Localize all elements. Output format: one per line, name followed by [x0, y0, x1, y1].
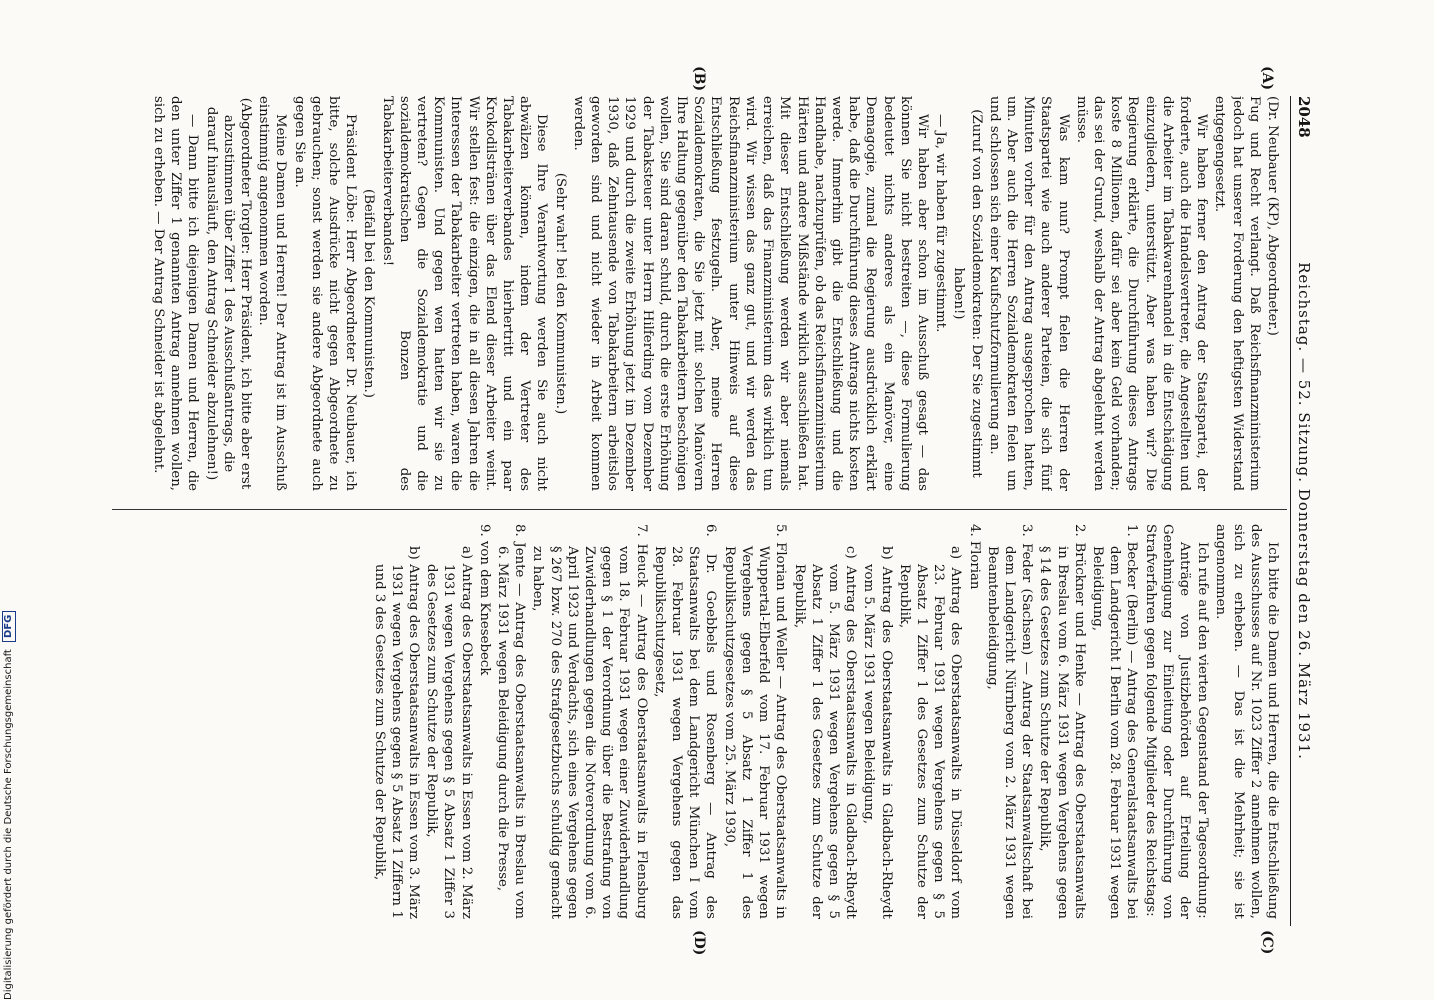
paragraph: 9. von dem Knesebeck — [476, 524, 492, 676]
margin-mark-a: (A) — [1259, 66, 1275, 91]
paragraph: b) Antrag des Oberstaatsanwalts in Gladbach-Rheydt vom 5. März 1931 wegen Beleidigung, — [861, 546, 894, 919]
document-page — [107, 66, 1317, 956]
paragraph: 8. Jente — Antrag des Oberstaatsanwalts in Breslau vom 6. März 1931 wegen Beleidigung durch die Presse, — [495, 524, 528, 919]
digitization-footer — [2, 0, 16, 1000]
dfg-logo: DFG — [2, 611, 16, 642]
paragraph: Wir haben aber schon im Ausschuß gesagt — das können Sie nicht bestreiten —, diese Formulierung bedeutet nichts anderes als ein Manöver, eine Demagogie, zumal die Regierung ausdrücklich erklärt habe, daß die Durchführung dieses Antrags nichts kosten werde. Immerhin gibt die Entschließung und die Handhabe, nachzuprüfen, ob das Reichsfinanzministerium Härten und andere Mißstände wirklich ausschließen hat. Mit dieser Entschließung werden wir aber niemals erreichen, daß das Finanzministerium das wirklich tun wird. Wir wissen das ganz gut, und wir werden das Reichsfinanzministerium unter Hinweis auf diese Entschließung festzugeln. Aber, meine Herren Sozialdemokraten, die Sie jetzt mit solchen Manövern Ihre Haltung gegenüber den Tabakarbeitern beschönigen wollen, Sie sind daran schuld, durch die erste Erhöhung der Tabaksteuer unter Herrn Hilferding vom Dezember 1929 und durch die zweite Erhöhung jetzt im Dezember 1930, daß Zehntausende von Tabakarbeitern arbeitslos geworden sind und nicht wieder in Arbeit kommen werden. — [570, 96, 930, 491]
margin-mark-b: (B) — [691, 66, 707, 92]
right-column — [113, 524, 1281, 919]
paragraph: Wir haben ferner den Antrag der Staatspartei, der forderte, auch die Handelsvertreter, die Angestellten und die Arbeiter im Tabakwarenhandel in die Entschädigung einzugliedern, unterstützt. Aber was haben wir? Die Regierung erklärte, die Durchführung dieses Antrags koste 8 Millionen, dafür sei aber kein Geld vorhanden; das sei der Grund, weshalb der Antrag abgelehnt werden müsse. — [1073, 96, 1210, 491]
paragraph: 7. Heuck — Antrag des Oberstaatsanwalts in Flensburg vom 18. Februar 1931 wegen einer Zuwiderhandlung gegen § 1 der Verordnung über die Bestrafung von Zuwiderhandlungen gegen die Notverordnung vom 6. April 1923 und Verdachts, sich eines Vergehens gegen § 267 bzw. 270 des Strafgesetzbuchs schuldig gemacht zu haben, — [530, 524, 649, 919]
paragraph: 3. Feder (Sachsen) — Antrag der Staatsanwaltschaft bei dem Landgericht Nürnberg vom 2. März 1931 wegen Beamtenbeleidigung, — [984, 524, 1035, 919]
running-title: Reichstag. — 52. Sitzung. Donnerstag den 26. März 1931. — [1295, 262, 1313, 760]
paragraph: a) Antrag des Oberstaatsanwalts in Essen vom 2. März 1931 wegen Vergehens gegen § 5 Absatz 1 Ziffer 3 des Gesetzes zum Schutze der Republik, — [424, 546, 474, 919]
footer-text: Digitalisierung gefördert durch die Deutsche Forschungsgemeinschaft — [3, 649, 14, 1000]
paragraph: Präsident Löbe: Herr Abgeordneter Dr. Neubauer, ich bitte, solche Ausdrücke nicht gegen Abgeordnete zu gebrauchen; sonst werden sie andere Abgeordnete auch gegen Sie an. — [291, 96, 359, 491]
paragraph: Ich rufe auf den vierten Gegenstand der Tagesordnung: — [1195, 542, 1211, 919]
paragraph: (Sehr wahr! bei den Kommunisten.) — [552, 172, 568, 415]
paragraph: (Zuruf von den Sozialdemokraten: Der Sie zugestimmt haben!) — [951, 109, 984, 478]
paragraph: 2. Brückner und Henke — Antrag des Oberstaatsanwalts in Breslau vom 6. März 1931 wegen Vergehens gegen § 14 des Gesetzes zum Schutze der Republik, — [1037, 524, 1087, 919]
paragraph: 6. Dr. Goebbels und Rosenberg — Antrag des Staatsanwalts bei dem Landgericht München I vom 28. Februar 1931 wegen Vergehens gegen das Republikschutzgesetz, — [651, 524, 719, 919]
paragraph: Anträge von Justizbehörden auf Erteilung der Genehmigung zur Einleitung oder Durchführung von Strafverfahren gegen folgende Mitglieder des Reichstags: — [1142, 524, 1192, 919]
paragraph: — Dann bitte ich diejenigen Damen und Herren, die den unter Ziffer 1 genannten Antrag annehmen wollen, sich zu erheben. — Der Antrag Schneider ist abgelehnt. — [151, 96, 201, 491]
paragraph: 1. Becker (Berlin) — Antrag des Generalstaatsanwalts bei dem Landgericht I Berlin vom 28. Februar 1931 wegen Beleidigung, — [1089, 524, 1140, 919]
paragraph: Fug und Recht verlangt. Daß Reichsfinanzministerium jedoch hat unserer Forderung den heftigsten Widerstand entgegengesetzt. — [1212, 96, 1262, 491]
margin-mark-d: (D) — [691, 930, 707, 956]
paragraph: a) Antrag des Oberstaatsanwalts in Düsseldorf vom 23. Februar 1931 wegen Vergehens gegen § 5 Absatz 1 Ziffer 1 des Gesetzes zum Schutze der Republik, — [896, 546, 964, 919]
column-divider — [112, 509, 1287, 510]
paragraph: Diese Ihre Verantwortung werden Sie auch nicht abwälzen können, indem der Vertreter des Tabakarbeiterverbandes hierhertritt und ein paar Krokodilstränen über das Elend dieser Arbeiter weint. Wir stellen fest: die einzigen, die in all diesen Jahren die Interessen der Tabakarbeiter vertreten haben, waren die Kommunisten. Und gegen wen hatten wir sie zu vertreten? Gegen die Sozialdemokratie und die sozialdemokratischen Bonzen des Tabakarbeiterverbandes! — [379, 96, 550, 491]
margin-mark-c: (C) — [1259, 930, 1275, 955]
left-column — [113, 96, 1281, 491]
paragraph: (Abgeordneter Torgler: Herr Präsident, ich bitte aber erst abzustimmen über Ziffer 1 des Ausschußantrags, die darauf hinausläuft, den Antrag Schneider abzulehnen!) — [203, 97, 254, 490]
paragraph: 4. Florian — [966, 524, 982, 590]
paragraph: (Dr. Neubauer (KP), Abgeordneter.) — [1265, 96, 1280, 336]
paragraph: (Beifall bei den Kommunisten.) — [361, 189, 377, 398]
paragraph: — Ja, wir haben für zugestimmt. — [933, 114, 949, 333]
paragraph: Ich bitte die Damen und Herren, die die Entschließung des Ausschusses auf Nr. 1023 Ziffer 2 annehmen wollen, sich zu erheben. — Das ist die Mehrheit; sie ist angenommen. — [1213, 524, 1280, 919]
paragraph: 5. Florian und Weller — Antrag des Oberstaatsanwalts in Wuppertal-Elberfeld vom 17. Februar 1931 wegen Vergehens gegen § 5 Absatz 1 Ziffer 1 des Republikschutzgesetzes vom 25. März 1930, — [721, 524, 789, 919]
page-header — [1290, 96, 1317, 926]
paragraph: b) Antrag des Oberstaatsanwalts in Essen vom 3. März 1931 wegen Vergehens gegen § 5 Absatz 1 Ziffern 1 und 3 des Gesetzes zum Schutze der Republik, — [371, 546, 422, 919]
paragraph: Meine Damen und Herren! Der Antrag ist im Ausschuß einstimmig angenommen worden. — [256, 96, 289, 491]
paragraph: c) Antrag des Oberstaatsanwalts in Gladbach-Rheydt vom 5. März 1931 wegen Vergehens gegen § 5 Absatz 1 Ziffer 1 des Gesetzes zum Schutze der Republik, — [791, 546, 859, 919]
page-number: 2048 — [1295, 96, 1313, 138]
paragraph: Was kam nun? Prompt fielen die Herren der Staatspartei wie auch anderer Parteien, die sich fünf Minuten vorher für den Antrag ausgesprochen hatten, um. Aber auch die Herren Sozialdemokraten fielen um und schlossen sich einer Kaufschutzformulierung an. — [986, 96, 1071, 491]
